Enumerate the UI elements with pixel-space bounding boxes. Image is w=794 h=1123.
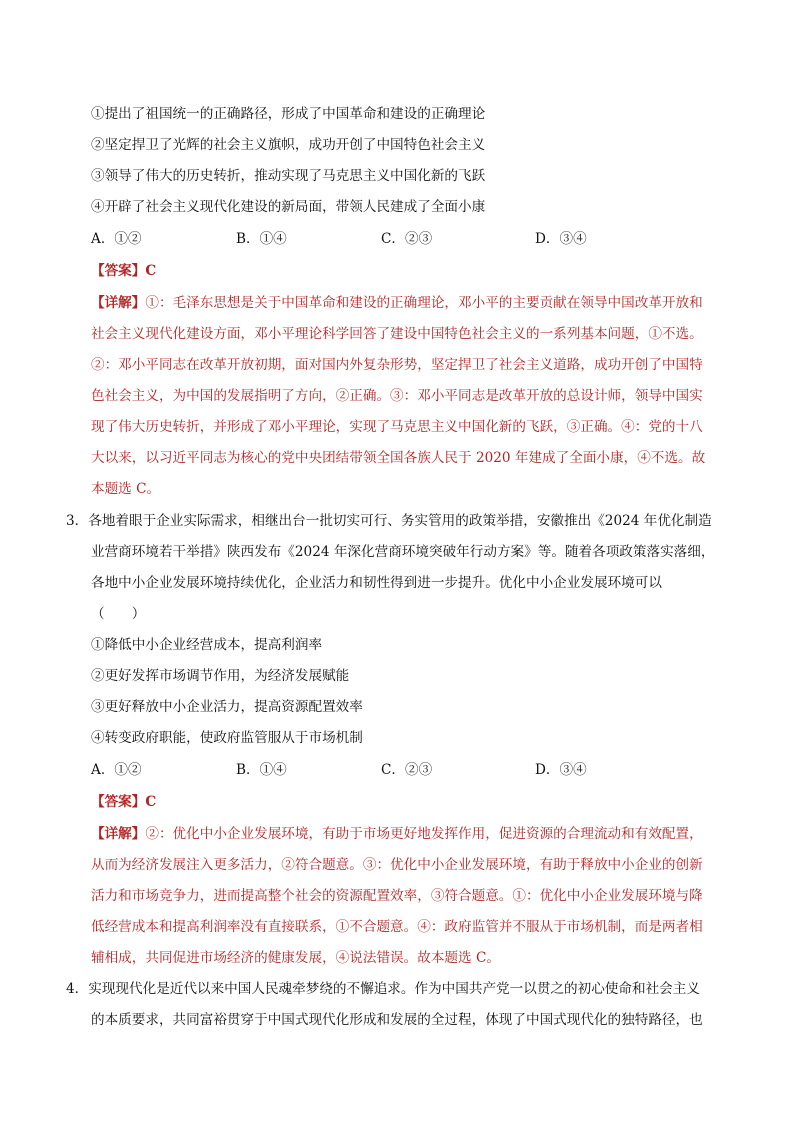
q3-option-3: ③更好释放中小企业活力，提高资源配置效率 (91, 699, 363, 715)
q3-choice-b: B．①④ (236, 762, 287, 778)
q3-detail-line-2: 从而为经济发展注入更多活力，②符合题意。③：优化中小企业发展环境，有助于释放中小企业的创新 (91, 857, 703, 873)
q3-option-2: ②更好发挥市场调节作用，为经济发展赋能 (91, 668, 350, 684)
q2-choice-d: D．③④ (535, 231, 587, 247)
q3-answer-blank: （ ） (91, 606, 146, 622)
q2-option-4: ④开辟了社会主义现代化建设的新局面，带领人民建成了全面小康 (91, 199, 486, 215)
q4-number: 4． (66, 981, 89, 997)
q2-choice-c: C．②③ (381, 231, 433, 247)
q3-detail-line-5: 辅相成，共同促进市场经济的健康发展，④说法错误。故本题选 C。 (91, 950, 500, 966)
q3-option-4: ④转变政府职能，使政府监管服从于市场机制 (91, 730, 363, 746)
q3-detail-label: 【详解】 (91, 826, 146, 842)
q3-choice-d: D．③④ (535, 762, 587, 778)
q2-detail-line-6: 大以来，以习近平同志为核心的党中央团结带领全国各族人民于 2020 年建成了全面小康，④不选。故 (91, 450, 706, 466)
q2-option-3: ③领导了伟大的历史转折，推动实现了马克思主义中国化新的飞跃 (91, 168, 486, 184)
q4-stem-line-2: 的本质要求，共同富裕贯穿于中国式现代化形成和发展的全过程，体现了中国式现代化的独特路径，也 (91, 1012, 703, 1028)
q2-detail-line-2: 社会主义现代化建设方面，邓小平理论科学回答了建设中国特色社会主义的一系列基本问题，①不选。 (91, 326, 703, 342)
q2-answer (91, 262, 156, 280)
q3-option-1: ①降低中小企业经营成本，提高利润率 (91, 637, 323, 653)
q2-option-2: ②坚定捍卫了光辉的社会主义旗帜，成功开创了中国特色社会主义 (91, 137, 486, 153)
q3-choice-a: A．①② (91, 762, 142, 778)
q3-detail-line-3: 活力和市场竞争力，进而提高整个社会的资源配置效率，③符合题意。①：优化中小企业发展环境与降 (91, 888, 703, 904)
q3-stem-line-2: 业营商环境若干举措》陕西发布《2024 年深化营商环境突破年行动方案》等。随着各项政策落实落细， (91, 544, 715, 560)
q3-choices (91, 761, 711, 779)
q3-answer (91, 793, 156, 811)
q4-stem-line-1: 4．实现现代化是近代以来中国人民魂牵梦绕的不懈追求。作为中国共产党一以贯之的初心使命和社会主义 (66, 981, 700, 997)
q3-answer-value: C (145, 794, 157, 810)
q3-answer-label: 【答案】 (91, 794, 146, 810)
q2-answer-label: 【答案】 (91, 263, 146, 279)
q2-detail-line-4: 色社会主义，为中国的发展指明了方向，②正确。③：邓小平同志是改革开放的总设计师，领导中国实 (91, 388, 703, 404)
q2-detail-label: 【详解】 (91, 295, 146, 311)
q2-detail-line-1: 【详解】①：毛泽东思想是关于中国革命和建设的正确理论，邓小平的主要贡献在领导中国改革开放和 (91, 295, 703, 311)
q2-choices (91, 230, 711, 248)
q3-detail-line-1: 【详解】②：优化中小企业发展环境，有助于市场更好地发挥作用，促进资源的合理流动和有效配置， (91, 826, 703, 842)
q2-detail-line-5: 现了伟大历史转折，并形成了邓小平理论，实现了马克思主义中国化新的飞跃，③正确。④：党的十八 (91, 419, 703, 435)
q3-number: 3． (66, 513, 89, 529)
q2-detail-line-7: 本题选 C。 (91, 481, 161, 497)
q2-detail-line-3: ②：邓小平同志在改革开放初期，面对国内外复杂形势，坚定捍卫了社会主义道路，成功开创了中国特 (91, 357, 703, 373)
q3-stem-line-1: 3．各地着眼于企业实际需求，相继出台一批切实可行、务实管用的政策举措，安徽推出《2024 年优化制造 (66, 513, 712, 529)
q2-option-1: ①提出了祖国统一的正确路径，形成了中国革命和建设的正确理论 (91, 106, 486, 122)
q3-choice-c: C．②③ (381, 762, 433, 778)
q3-stem-line-3: 各地中小企业发展环境持续优化，企业活力和韧性得到进一步提升。优化中小企业发展环境可以 (91, 575, 662, 591)
q2-choice-a: A．①② (91, 231, 142, 247)
q3-detail-line-4: 低经营成本和提高利润率没有直接联系，①不合题意。④：政府监管并不服从于市场机制，而是两者相 (91, 919, 703, 935)
q2-choice-b: B．①④ (236, 231, 287, 247)
q2-answer-value: C (145, 263, 157, 279)
